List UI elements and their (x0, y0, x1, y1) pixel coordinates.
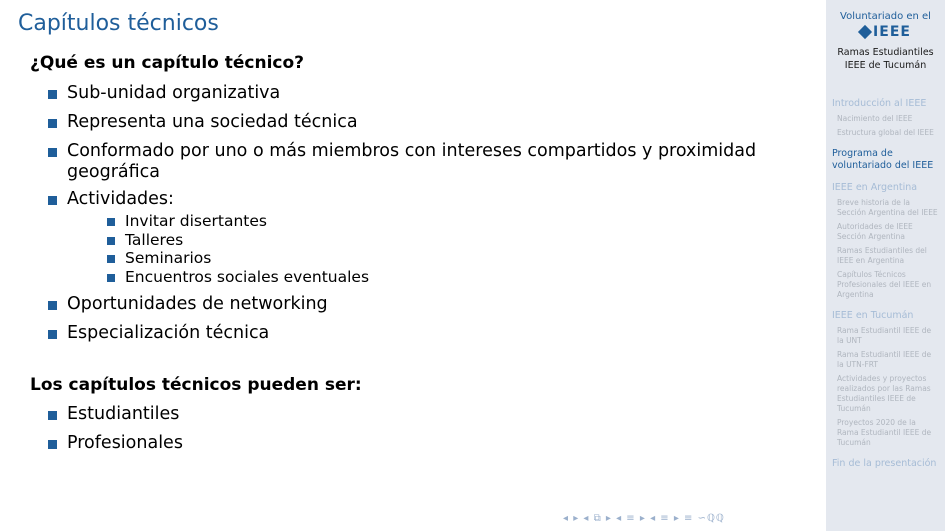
sublist-item: Talleres (104, 231, 767, 250)
list-item: Especialización técnica (46, 323, 767, 344)
toc-section[interactable]: Introducción al IEEE (832, 98, 927, 109)
square-bullet-icon (48, 301, 57, 310)
square-bullet-icon (107, 237, 115, 245)
square-bullet-icon (48, 411, 57, 420)
list-item: Representa una sociedad técnica (46, 112, 767, 133)
ieee-diamond-icon (858, 25, 872, 39)
toc-section-active[interactable]: Programa de voluntariado del IEEE (832, 148, 934, 171)
toc-section[interactable]: IEEE en Tucumán (832, 310, 914, 321)
block-title-types: Los capítulos técnicos pueden ser: (30, 375, 362, 395)
square-bullet-icon (48, 330, 57, 339)
sublist-item: Encuentros sociales eventuales (104, 268, 767, 287)
square-bullet-icon (48, 440, 57, 449)
square-bullet-icon (48, 119, 57, 128)
toc-subsection[interactable]: Ramas Estudiantiles del IEEE en Argentina (837, 246, 927, 265)
sidebar-toc (826, 98, 945, 470)
list-item: Profesionales (46, 433, 183, 454)
toc-subsection[interactable]: Autoridades de IEEE Sección Argentina (837, 222, 913, 241)
activities-sublist (67, 212, 767, 286)
list-item: Oportunidades de networking (46, 294, 767, 315)
toc-subsection[interactable]: Estructura global del IEEE (837, 128, 934, 137)
square-bullet-icon (48, 196, 57, 205)
slide-title: Capítulos técnicos (18, 11, 219, 36)
list-item: Sub-unidad organizativa (46, 83, 767, 104)
toc-subsection[interactable]: Rama Estudiantil IEEE de la UTN-FRT (837, 350, 932, 369)
ieee-logo (826, 24, 945, 40)
square-bullet-icon (107, 255, 115, 263)
square-bullet-icon (48, 90, 57, 99)
list-item-activities: Actividades: Invitar disertantes Talleres Seminarios Encuentros sociales eventuales (46, 189, 767, 286)
ieee-logo-text: IEEE (873, 24, 911, 40)
sidebar-header (826, 0, 945, 72)
beamer-navigation-symbols[interactable]: ◂ ▸ ◂ ⧉ ▸ ◂ ≡ ▸ ◂ ≡ ▸ ≡ ∽ℚℚ (563, 513, 725, 524)
toc-subsection[interactable]: Breve historia de la Sección Argentina del IEEE (837, 198, 938, 217)
toc-subsection[interactable]: Nacimiento del IEEE (837, 114, 913, 123)
definition-list (46, 83, 767, 344)
toc-section[interactable]: IEEE en Argentina (832, 182, 918, 193)
square-bullet-icon (48, 148, 57, 157)
toc-section[interactable]: Fin de la presentación (832, 458, 937, 469)
list-item: Conformado por uno o más miembros con intereses compartidos y proximidad geográfica (46, 141, 767, 183)
square-bullet-icon (107, 274, 115, 282)
types-list (46, 404, 183, 454)
sublist-item: Seminarios (104, 249, 767, 268)
block-title-what: ¿Qué es un capítulo técnico? (30, 53, 305, 73)
sidebar-subtitle: Ramas Estudiantiles IEEE de Tucumán (837, 47, 934, 71)
toc-subsection[interactable]: Actividades y proyectos realizados por las Ramas Estudiantiles IEEE de Tucumán (837, 374, 931, 413)
sublist-item: Invitar disertantes (104, 212, 767, 231)
sidebar (826, 0, 945, 531)
square-bullet-icon (107, 218, 115, 226)
toc-subsection[interactable]: Capítulos Técnicos Profesionales del IEEE en Argentina (837, 270, 932, 299)
toc-subsection[interactable]: Rama Estudiantil IEEE de la UNT (837, 326, 932, 345)
sidebar-header-top: Voluntariado en el (840, 11, 931, 22)
toc-subsection[interactable]: Proyectos 2020 de la Rama Estudiantil IEEE de Tucumán (837, 418, 932, 447)
list-item: Estudiantiles (46, 404, 183, 425)
